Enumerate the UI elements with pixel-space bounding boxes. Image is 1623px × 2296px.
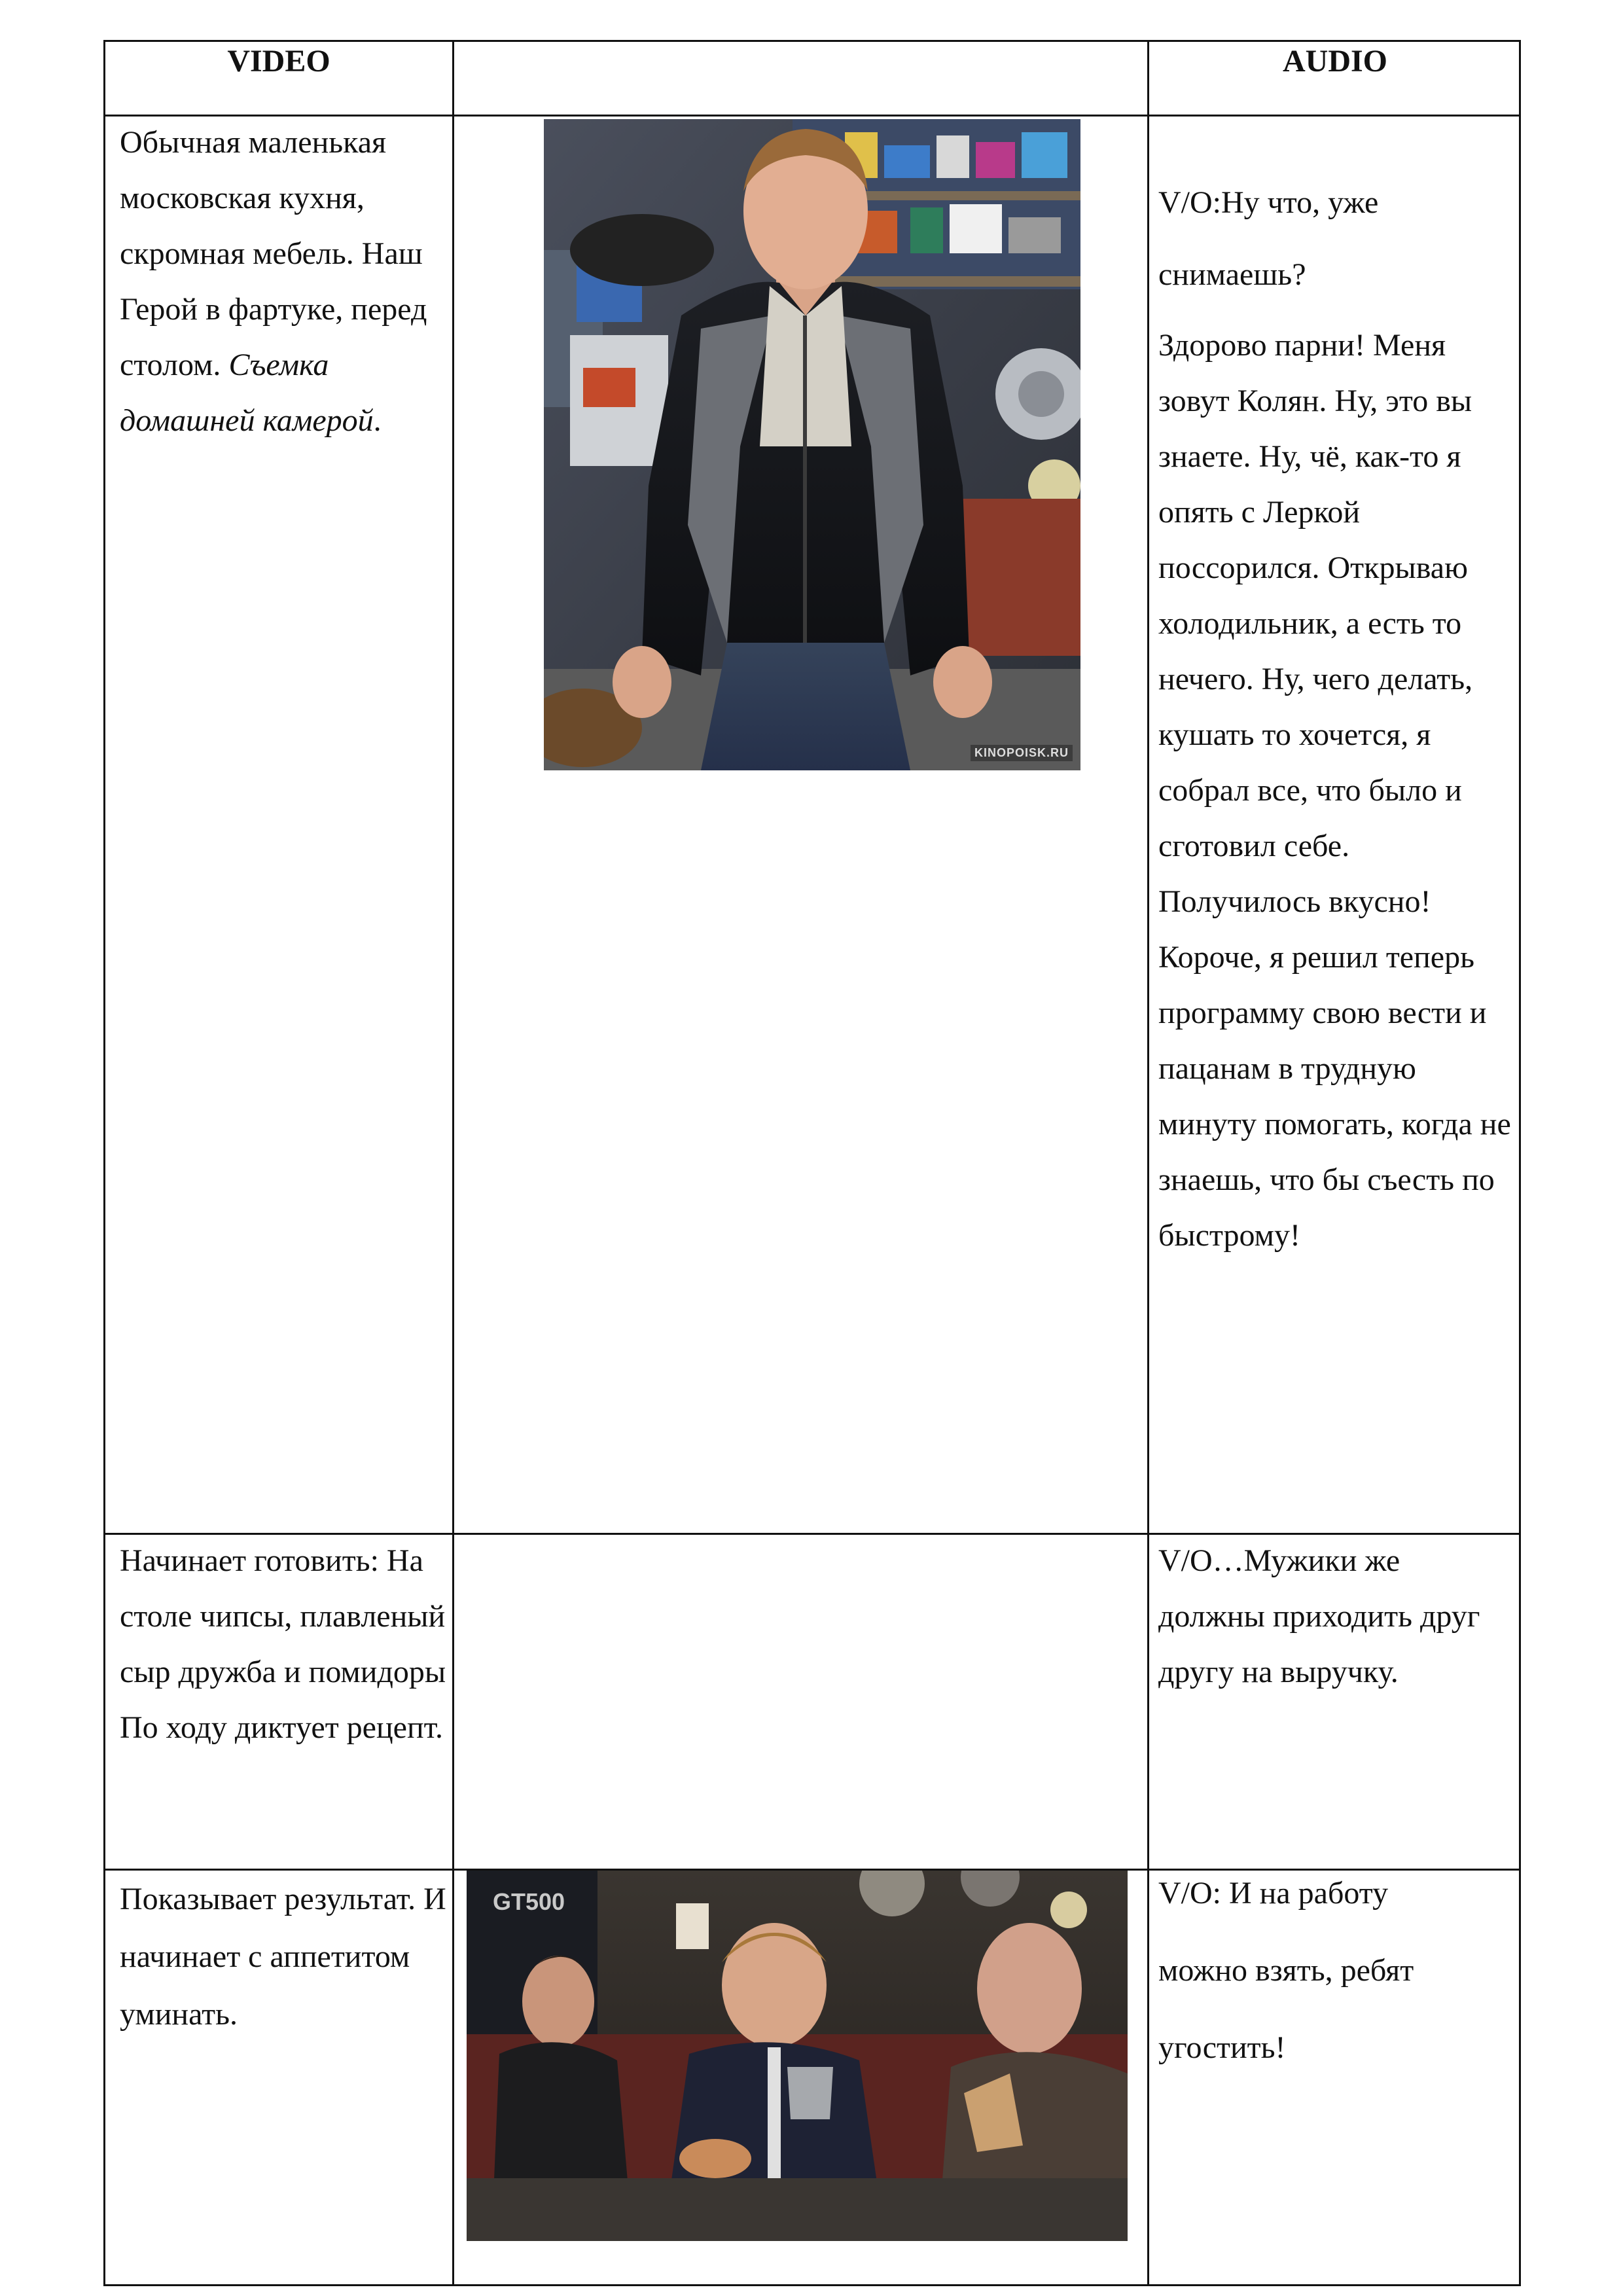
svg-text:GT500: GT500 [493,1888,565,1915]
photo-watermark: KINOPOISK.RU [971,745,1073,761]
row-3-audio-line-2: можно взять, ребят [1158,1953,1414,1988]
script-table [103,40,1521,2286]
row-1-video-text-end: . [373,403,382,438]
row-3-audio-line-1: V/O: И на работу [1158,1876,1389,1910]
row-1-audio-paragraph-2: Короче, я решил теперь программу свою вести и пацанам в трудную минуту помогать, когда не знаешь, что бы съесть по быстрому! [1158,940,1511,1253]
row-1-audio-line-2: снимаешь? [1158,257,1306,292]
row-1-audio-line-1: V/O:Ну что, уже [1158,185,1379,220]
row-2-video-description: Начинает готовить: На столе чипсы, плавленый сыр дружба и помидоры По ходу диктует рецепт. [120,1543,446,1745]
video-column-header: VIDEO [227,44,330,79]
row-3-audio-line-3: угостить! [1158,2030,1286,2065]
column-divider-left [452,42,454,2284]
row-1-video-text: Обычная маленькая московская кухня, скромная мебель. Наш Герой в фартуке, перед столом. [120,125,427,382]
garage-portrait-image [544,119,1080,770]
row-3-video-description: Показывает результат. И начинает с аппетитом уминать. [120,1882,446,2032]
row-1-character-photo [544,119,1080,770]
column-divider-right [1147,42,1149,2284]
three-men-eating-image [467,1871,1128,2241]
row-3-group-photo [467,1871,1128,2241]
row-2-audio-script: V/O…Мужики же должны приходить друг другу на выручку. [1158,1543,1480,1689]
row-1-audio-script [1158,115,1512,1263]
row-1-video-description [120,115,447,448]
row-3-audio-script [1158,1871,1512,2071]
row-1-video-italic-note: Съемка домашней камерой [120,348,374,438]
row-1-audio-paragraph-1: Здорово парни! Меня зовут Колян. Ну, это вы знаете. Ну, чё, как-то я опять с Леркой поссорился. Открываю холодильник, а есть то нечего. Ну, чего делать, кушать то хочется, я собрал все, что было и сготовил себе. Получилось вкусно! [1158,328,1473,919]
audio-column-header: AUDIO [1282,44,1387,79]
